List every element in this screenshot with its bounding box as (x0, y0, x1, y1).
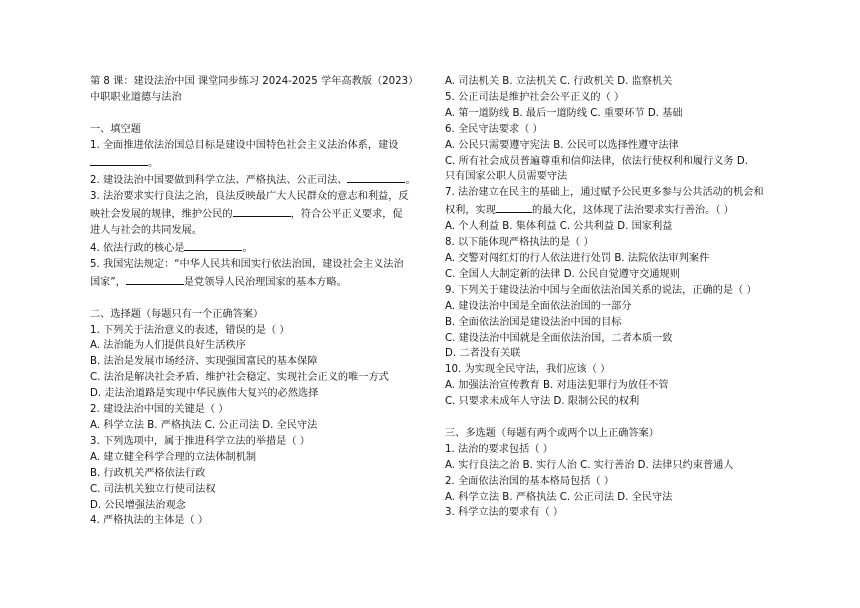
option-line: C. 全国人大制定新的法律 D. 公民自觉遵守交通规则 (445, 268, 680, 280)
option-line: C. 司法机关独立行使司法权 (90, 483, 216, 495)
answer-blank (126, 273, 184, 285)
fill-question-1: 1. 全面推进依法治国总目标是建设中国特色社会主义法治体系，建设 (90, 139, 399, 151)
option-line: 只有国家公职人员需要守法 (445, 171, 568, 183)
option-line: D. 二者没有关联 (445, 348, 521, 360)
question-line: 3. 科学立法的要求有（ ） (445, 507, 564, 519)
right-column (445, 74, 785, 521)
question-line: 9. 下列关于建设法治中国与全面依法治国关系的说法，正确的是（ ） (445, 284, 757, 296)
question-line: 7. 法治建立在民主的基础上，通过赋予公民更多参与公共活动的机会和 (445, 187, 764, 199)
question-line: 3. 下列选项中，属于推进科学立法的举措是（ ） (90, 435, 310, 447)
fill-question-2: 2. 建设法治中国要做到科学立法、严格执法、公正司法、 。 (90, 171, 430, 189)
option-line: C. 建设法治中国就是全面依法治国，二者本质一致 (445, 332, 673, 344)
answer-blank (347, 171, 405, 183)
answer-blank (233, 205, 291, 217)
question-line: 4. 严格执法的主体是（ ） (90, 515, 209, 527)
option-line: D. 走法治道路是实现中华民族伟大复兴的必然选择 (90, 388, 319, 400)
question-line: 10. 为实现全民守法，我们应该（ ） (445, 364, 611, 376)
option-line: A. 加强法治宣传教育 B. 对违法犯罪行为放任不管 (445, 380, 669, 392)
option-line: C. 所有社会成员普遍尊重和信仰法律，依法行使权利和履行义务 D. (445, 155, 748, 167)
document-title: 第 8 课：建设法治中国 课堂同步练习 2024-2025 学年高教版（2023） (90, 76, 419, 87)
fill-question-3: 3. 法治要求实行良法之治，良法反映最广大人民群众的意志和利益，反 (90, 191, 409, 203)
answer-blank (184, 239, 242, 251)
option-line: A. 法治能为人们提供良好生活秩序 (90, 340, 246, 352)
option-line: C. 只要求未成年人守法 D. 限制公民的权利 (445, 396, 640, 408)
choice-section-heading: 二、选择题（每题只有一个正确答案） (90, 308, 264, 320)
fill-section-heading: 一、填空题 (90, 123, 141, 135)
option-line: A. 建设法治中国是全面依法治国的一部分 (445, 300, 632, 312)
question-line: 权利，实现 的最大化，这体现了法治要求实行善治。（ ） (445, 201, 785, 219)
option-line: A. 实行良法之治 B. 实行人治 C. 实行善治 D. 法律只约束普通人 (445, 459, 734, 471)
multi-section-heading: 三、多选题（每题有两个或两个以上正确答案） (445, 427, 659, 439)
option-line: A. 科学立法 B. 严格执法 C. 公正司法 D. 全民守法 (445, 491, 673, 503)
fill-question-4: 4. 依法行政的核心是 。 (90, 239, 430, 257)
fill-question-1-blank: 。 (90, 154, 430, 172)
question-line: 2. 全面依法治国的基本格局包括（ ） (445, 475, 615, 487)
option-line: A. 交警对闯红灯的行人依法进行处罚 B. 法院依法审判案件 (445, 252, 710, 264)
option-line: C. 法治是解决社会矛盾、维护社会稳定、实现社会正义的唯一方式 (90, 372, 389, 384)
answer-blank (496, 201, 532, 213)
option-line: D. 公民增强法治观念 (90, 499, 186, 511)
answer-blank (90, 154, 148, 166)
question-line: 2. 建设法治中国的关键是（ ） (90, 404, 229, 416)
question-line: 1. 法治的要求包括（ ） (445, 443, 553, 455)
option-line: A. 第一道防线 B. 最后一道防线 C. 重要环节 D. 基础 (445, 107, 683, 119)
question-line: 6. 全民守法要求（ ） (445, 123, 543, 135)
option-line: A. 公民只需要遵守宪法 B. 公民可以选择性遵守法律 (445, 139, 679, 151)
question-line: 5. 公正司法是维护社会公平正义的（ ） (445, 91, 625, 103)
option-line: A. 个人利益 B. 集体利益 C. 公共利益 D. 国家利益 (445, 221, 673, 233)
left-column: 第 8 课：建设法治中国 课堂同步练习 2024-2025 学年高教版（2023） 中职职业道德与法治 一、填空题 1. 全面推进依法治国总目标是建设中国特色社会主义法治体系，建设 。 2. 建设法治中国要做到科学立法、严格执法、公正司法、 。 3. 法治要求实行良法之治，良法反映最广大人民群众的意志和利益，反 映社会发展的规律，维护公民的 ，符合公平正义要求，促 进人与社会的共同发展。 4. 依法行政的核心是 。 5. 我国宪法规定：“中华人民共和国实行依法治国，建设社会主义法治 国家”， 是党领导人民治理国家的基本方略。 二、选择题（每题只有一个正确答案） 1. 下列关于法治意义的表述，错误的是（ ） A. 法治能为人们提供良好生活秩序 B. 法治是发展市场经济、实现强国富民的基本保障 C. 法治是解决社会矛盾、维护社会稳定、实现社会正义的唯一方式 D. 走法治道路是实现中华民族伟大复兴的必然选择 2. 建设法治中国的关键是（ ） A. 科学立法 B. 严格执法 C. 公正司法 D. 全民守法 3. 下列选项中，属于推进科学立法的举措是（ ） A. 建立健全科学合理的立法体制机制 B. 行政机关严格依法行政 C. 司法机关独立行使司法权 D. 公民增强法治观念 4. 严格执法的主体是（ ） (90, 74, 430, 529)
option-line: B. 全面依法治国是建设法治中国的目标 (445, 316, 622, 328)
option-line: A. 科学立法 B. 严格执法 C. 公正司法 D. 全民守法 (90, 420, 318, 431)
option-line: A. 建立健全科学合理的立法体制机制 (90, 451, 257, 463)
option-line: B. 行政机关严格依法行政 (90, 467, 206, 479)
option-line: A. 司法机关 B. 立法机关 C. 行政机关 D. 监察机关 (445, 76, 673, 87)
option-line: B. 法治是发展市场经济、实现强国富民的基本保障 (90, 356, 318, 368)
document-subtitle: 中职职业道德与法治 (90, 91, 182, 103)
fill-question-5: 5. 我国宪法规定：“中华人民共和国实行依法治国，建设社会主义法治 (90, 258, 404, 270)
question-line: 1. 下列关于法治意义的表述，错误的是（ ） (90, 324, 290, 336)
question-line: 8. 以下能体现严格执法的是（ ） (445, 237, 594, 249)
